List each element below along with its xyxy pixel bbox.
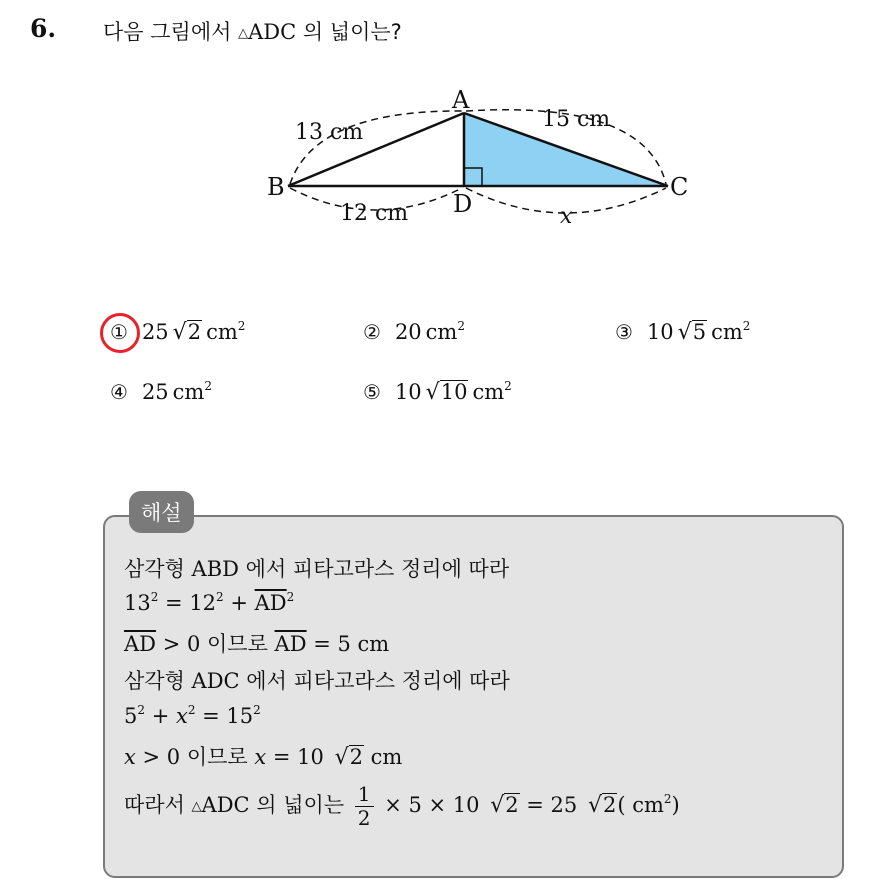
overline-ad: $\overline{AD}$ (124, 632, 157, 656)
choice-coefficient: 10 (394, 380, 422, 404)
solution-line-6: x > 0 이므로 x = 10 √ 2 cm (124, 745, 403, 770)
length-dc: x (560, 204, 573, 229)
choice-radicand: 5 (692, 320, 707, 344)
choice-number: ③ (615, 320, 633, 344)
solution-tag: 해설 (129, 491, 194, 533)
overline-ad: $\overline{AD}$ (254, 591, 287, 615)
solution-line-5: $5^2 + x^2 = 15^2$ (124, 703, 261, 728)
choice-unit: $cm^2$ (472, 379, 512, 404)
solution-line-4: 삼각형 ADC 에서 피타고라스 정리에 따라 (124, 669, 510, 693)
length-bd: 12 cm (340, 201, 409, 226)
sqrt-sign: √ 2 (587, 793, 617, 818)
fraction-one-half: $\frac{1}{2}$ (355, 783, 374, 830)
sqrt-sign: √ 2 (334, 745, 363, 770)
sqrt-sign: √ 2 (172, 320, 202, 345)
vertex-label-d: D (453, 190, 473, 218)
choice-5[interactable] (363, 380, 512, 405)
choice-number: ① (110, 320, 128, 344)
question-text (103, 16, 402, 46)
choice-coefficient: 20 (394, 320, 422, 344)
choice-unit: $cm^2$ (206, 319, 246, 344)
question-text-after: 의 넓이는? (296, 20, 402, 44)
sqrt-sign: √ 2 (490, 793, 519, 818)
solution-line-2: $13^2 = 12^2 + \overline{AD}^2$ (124, 590, 295, 615)
length-ab: 13 cm (295, 120, 364, 145)
triangle-symbol: △ (238, 26, 249, 41)
length-ac: 15 cm (542, 107, 611, 132)
triangle-name: ADC (248, 20, 297, 44)
choice-coefficient: 10 (646, 320, 674, 344)
choice-unit: $cm^2$ (425, 319, 465, 344)
choice-number: ⑤ (363, 380, 381, 404)
sqrt-sign: √ 5 (677, 320, 707, 345)
vertex-label-b: B (267, 173, 285, 201)
choice-4[interactable] (110, 380, 212, 404)
solution-line-1: 삼각형 ABD 에서 피타고라스 정리에 따라 (124, 557, 510, 581)
choice-coefficient: 25 (141, 380, 169, 404)
choice-radicand: 2 (187, 320, 202, 344)
choice-number: ④ (110, 380, 128, 404)
vertex-label-c: C (670, 173, 689, 201)
choice-coefficient: 25 (141, 320, 169, 344)
choice-1[interactable] (110, 320, 245, 345)
triangle-figure (255, 80, 705, 240)
question-number: 6. (30, 14, 57, 43)
solution-line-3: $\overline{AD} > 0$ 이므로 $\overline{AD} = 5$ cm (124, 632, 390, 656)
overline-ad: $\overline{AD}$ (274, 632, 307, 656)
choice-number: ② (363, 320, 381, 344)
question-text-before: 다음 그림에서 (103, 20, 239, 44)
sqrt-sign: √ 10 (425, 380, 468, 405)
choice-unit: $cm^2$ (172, 379, 212, 404)
choice-unit: $cm^2$ (711, 319, 751, 344)
choice-3[interactable] (615, 320, 750, 345)
choice-2[interactable] (363, 320, 465, 344)
solution-line-7: 따라서 △ADC 의 넓이는 $\frac{1}{2}$ × 5 × 10 √ 2 = 25 √ 2 ( $cm^2$) (124, 782, 680, 830)
choice-radicand: 10 (440, 380, 468, 404)
vertex-label-a: A (452, 86, 470, 114)
